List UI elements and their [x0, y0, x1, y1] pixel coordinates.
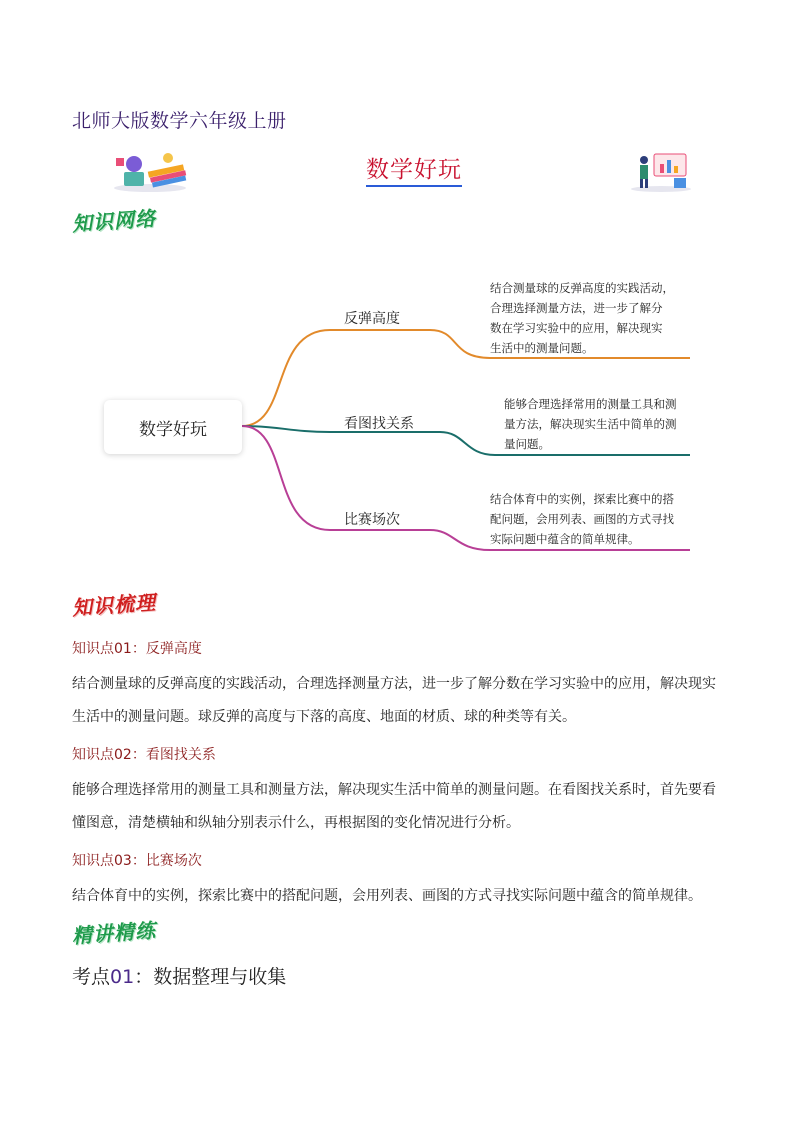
knowledge-point-03-label: 知识点03：比赛场次 — [72, 853, 202, 869]
book-title: 北师大版数学六年级上册 — [72, 110, 287, 132]
branch-label-bounce-height: 反弹高度 — [344, 311, 400, 327]
branch-desc-match-count: 结合体育中的实例，探索比赛中的搭 配问题，会用列表、画图的方式寻找 实际问题中蕴含的简单规律。 — [490, 492, 674, 546]
knowledge-point-02-text: 能够合理选择常用的测量工具和测量方法，解决现实生活中简单的测量问题。在看图找关系时，首先要看 懂图意，清楚横轴和纵轴分别表示什么，再根据图的变化情况进行分析。 — [72, 782, 716, 831]
exam-point-title: 考点01：数据整理与收集 — [72, 966, 287, 988]
knowledge-point-03-text: 结合体育中的实例，探索比赛中的搭配问题，会用列表、画图的方式寻找实际问题中蕴含的简单规律。 — [72, 888, 702, 904]
section-knowledge-network: 知识网络 — [71, 206, 157, 236]
section-practice: 精讲精练 — [71, 918, 157, 948]
section-knowledge-review: 知识梳理 — [71, 590, 157, 620]
knowledge-point-01-text: 结合测量球的反弹高度的实践活动，合理选择测量方法，进一步了解分数在学习实验中的应用，解决现实 生活中的测量问题。球反弹的高度与下落的高度、地面的材质、球的种类等有关。 — [72, 676, 716, 725]
branch-desc-graph-relation: 能够合理选择常用的测量工具和测 量方法，解决现实生活中简单的测 量问题。 — [504, 397, 677, 451]
branch-desc-bounce-height: 结合测量球的反弹高度的实践活动， 合理选择测量方法，进一步了解分 数在学习实验中的应用，解决现实 生活中的测量问题。 — [490, 281, 674, 355]
knowledge-point-01-label: 知识点01：反弹高度 — [72, 641, 202, 657]
mindmap-root: 数学好玩 — [104, 400, 242, 454]
branch-label-graph-relation: 看图找关系 — [344, 416, 414, 432]
knowledge-point-02-label: 知识点02：看图找关系 — [72, 747, 216, 763]
branch-label-match-count: 比赛场次 — [344, 512, 400, 528]
main-title: 数学好玩 — [366, 156, 462, 187]
